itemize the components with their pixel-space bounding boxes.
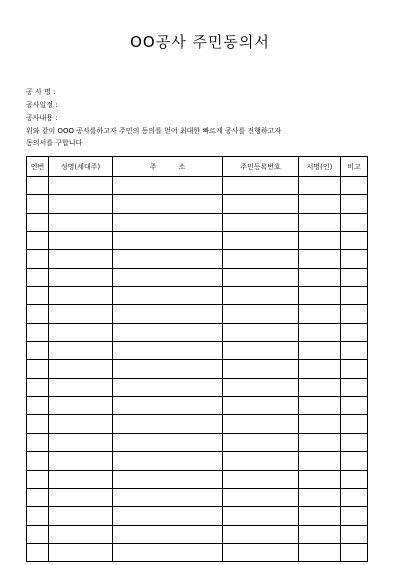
table-row <box>27 360 368 378</box>
cell-resident-id <box>223 507 299 525</box>
cell-address <box>113 525 223 543</box>
cell-name <box>49 268 113 286</box>
cell-signature <box>299 268 341 286</box>
cell-address <box>113 232 223 250</box>
cell-remarks <box>341 488 368 506</box>
cell-number <box>27 305 49 323</box>
cell-signature <box>299 543 341 561</box>
cell-name <box>49 470 113 488</box>
cell-name <box>49 488 113 506</box>
cell-resident-id <box>223 342 299 360</box>
cell-number <box>27 543 49 561</box>
statement-line-2: 동의서를 구합니다 <box>26 139 83 147</box>
cell-number <box>27 323 49 341</box>
cell-resident-id <box>223 360 299 378</box>
table-row <box>27 543 368 561</box>
cell-remarks <box>341 433 368 451</box>
cell-resident-id <box>223 305 299 323</box>
table-row <box>27 213 368 231</box>
cell-remarks <box>341 470 368 488</box>
cell-remarks <box>341 360 368 378</box>
cell-signature <box>299 525 341 543</box>
cell-address <box>113 287 223 305</box>
cell-name <box>49 177 113 195</box>
cell-resident-id <box>223 415 299 433</box>
cell-address <box>113 433 223 451</box>
cell-address <box>113 323 223 341</box>
table-row <box>27 195 368 213</box>
table-body <box>27 177 368 562</box>
consent-table <box>26 156 368 562</box>
header-resident-id: 주민등록번호 <box>223 157 299 177</box>
cell-signature <box>299 342 341 360</box>
cell-signature <box>299 378 341 396</box>
cell-resident-id <box>223 452 299 470</box>
table-row <box>27 507 368 525</box>
cell-signature <box>299 360 341 378</box>
cell-name <box>49 415 113 433</box>
header-signature: 서명(인) <box>299 157 341 177</box>
cell-remarks <box>341 268 368 286</box>
cell-address <box>113 543 223 561</box>
table-row <box>27 397 368 415</box>
cell-address <box>113 488 223 506</box>
field-project-name <box>26 86 58 99</box>
field-label: 공 사 명 <box>26 88 51 96</box>
cell-resident-id <box>223 250 299 268</box>
document-title: OO공사 주민동의서 <box>130 33 270 51</box>
cell-resident-id <box>223 378 299 396</box>
cell-name <box>49 342 113 360</box>
cell-number <box>27 507 49 525</box>
cell-signature <box>299 415 341 433</box>
cell-number <box>27 378 49 396</box>
cell-address <box>113 397 223 415</box>
cell-name <box>49 543 113 561</box>
table-header-row <box>27 157 368 177</box>
cell-address <box>113 195 223 213</box>
cell-resident-id <box>223 268 299 286</box>
table-row <box>27 452 368 470</box>
cell-name <box>49 452 113 470</box>
cell-signature <box>299 250 341 268</box>
cell-remarks <box>341 232 368 250</box>
cell-resident-id <box>223 543 299 561</box>
cell-address <box>113 250 223 268</box>
cell-number <box>27 415 49 433</box>
cell-signature <box>299 470 341 488</box>
field-label: 공사일정 <box>26 101 54 109</box>
cell-signature <box>299 177 341 195</box>
table-row <box>27 305 368 323</box>
cell-remarks <box>341 177 368 195</box>
table-row <box>27 525 368 543</box>
field-label: 공사내용 <box>26 114 54 122</box>
cell-name <box>49 213 113 231</box>
cell-remarks <box>341 250 368 268</box>
header-address: 주 소 <box>113 157 223 177</box>
cell-signature <box>299 213 341 231</box>
table-row <box>27 470 368 488</box>
cell-remarks <box>341 452 368 470</box>
cell-name <box>49 232 113 250</box>
cell-number <box>27 287 49 305</box>
statement-line-1: 위와 같이 OOO 공사를하고자 주민의 동의를 얻어 최대한 빠르게 공사를 진행하고자 <box>26 127 282 135</box>
cell-name <box>49 360 113 378</box>
cell-address <box>113 268 223 286</box>
cell-address <box>113 415 223 433</box>
table-row <box>27 323 368 341</box>
cell-remarks <box>341 342 368 360</box>
cell-number <box>27 360 49 378</box>
cell-remarks <box>341 305 368 323</box>
field-separator: : <box>52 88 56 96</box>
cell-resident-id <box>223 470 299 488</box>
cell-resident-id <box>223 287 299 305</box>
cell-signature <box>299 433 341 451</box>
field-separator: : <box>55 114 58 122</box>
cell-name <box>49 507 113 525</box>
cell-number <box>27 232 49 250</box>
cell-name <box>49 525 113 543</box>
cell-number <box>27 177 49 195</box>
table-row <box>27 250 368 268</box>
project-fields <box>26 86 58 125</box>
cell-remarks <box>341 525 368 543</box>
cell-remarks <box>341 507 368 525</box>
cell-address <box>113 177 223 195</box>
cell-number <box>27 342 49 360</box>
table-row <box>27 378 368 396</box>
cell-number <box>27 452 49 470</box>
cell-address <box>113 452 223 470</box>
cell-number <box>27 195 49 213</box>
cell-remarks <box>341 287 368 305</box>
cell-resident-id <box>223 525 299 543</box>
cell-remarks <box>341 415 368 433</box>
table-row <box>27 488 368 506</box>
consent-statement <box>26 125 371 149</box>
table-row <box>27 342 368 360</box>
cell-resident-id <box>223 177 299 195</box>
cell-address <box>113 378 223 396</box>
cell-name <box>49 378 113 396</box>
table-row <box>27 177 368 195</box>
cell-address <box>113 342 223 360</box>
cell-resident-id <box>223 433 299 451</box>
field-content <box>26 112 58 125</box>
cell-number <box>27 488 49 506</box>
table-row <box>27 268 368 286</box>
cell-resident-id <box>223 213 299 231</box>
cell-name <box>49 323 113 341</box>
cell-name <box>49 287 113 305</box>
cell-signature <box>299 488 341 506</box>
cell-signature <box>299 287 341 305</box>
cell-resident-id <box>223 232 299 250</box>
cell-number <box>27 470 49 488</box>
cell-number <box>27 397 49 415</box>
cell-address <box>113 360 223 378</box>
cell-address <box>113 507 223 525</box>
table-row <box>27 415 368 433</box>
cell-resident-id <box>223 195 299 213</box>
cell-number <box>27 525 49 543</box>
cell-remarks <box>341 397 368 415</box>
cell-remarks <box>341 323 368 341</box>
cell-remarks <box>341 213 368 231</box>
cell-name <box>49 433 113 451</box>
cell-signature <box>299 507 341 525</box>
cell-resident-id <box>223 397 299 415</box>
table-row <box>27 232 368 250</box>
cell-resident-id <box>223 488 299 506</box>
cell-remarks <box>341 378 368 396</box>
cell-number <box>27 250 49 268</box>
cell-name <box>49 305 113 323</box>
cell-address <box>113 305 223 323</box>
cell-address <box>113 470 223 488</box>
cell-signature <box>299 323 341 341</box>
field-schedule <box>26 99 58 112</box>
cell-signature <box>299 452 341 470</box>
cell-remarks <box>341 543 368 561</box>
cell-remarks <box>341 195 368 213</box>
cell-number <box>27 213 49 231</box>
cell-signature <box>299 232 341 250</box>
cell-number <box>27 268 49 286</box>
header-remarks: 비고 <box>341 157 368 177</box>
header-name: 성명(세대주) <box>49 157 113 177</box>
cell-name <box>49 397 113 415</box>
cell-resident-id <box>223 323 299 341</box>
table-row <box>27 287 368 305</box>
cell-signature <box>299 397 341 415</box>
field-separator: : <box>55 101 58 109</box>
table-row <box>27 433 368 451</box>
cell-signature <box>299 305 341 323</box>
header-number: 연번 <box>27 157 49 177</box>
cell-number <box>27 433 49 451</box>
cell-name <box>49 250 113 268</box>
cell-name <box>49 195 113 213</box>
cell-signature <box>299 195 341 213</box>
cell-address <box>113 213 223 231</box>
